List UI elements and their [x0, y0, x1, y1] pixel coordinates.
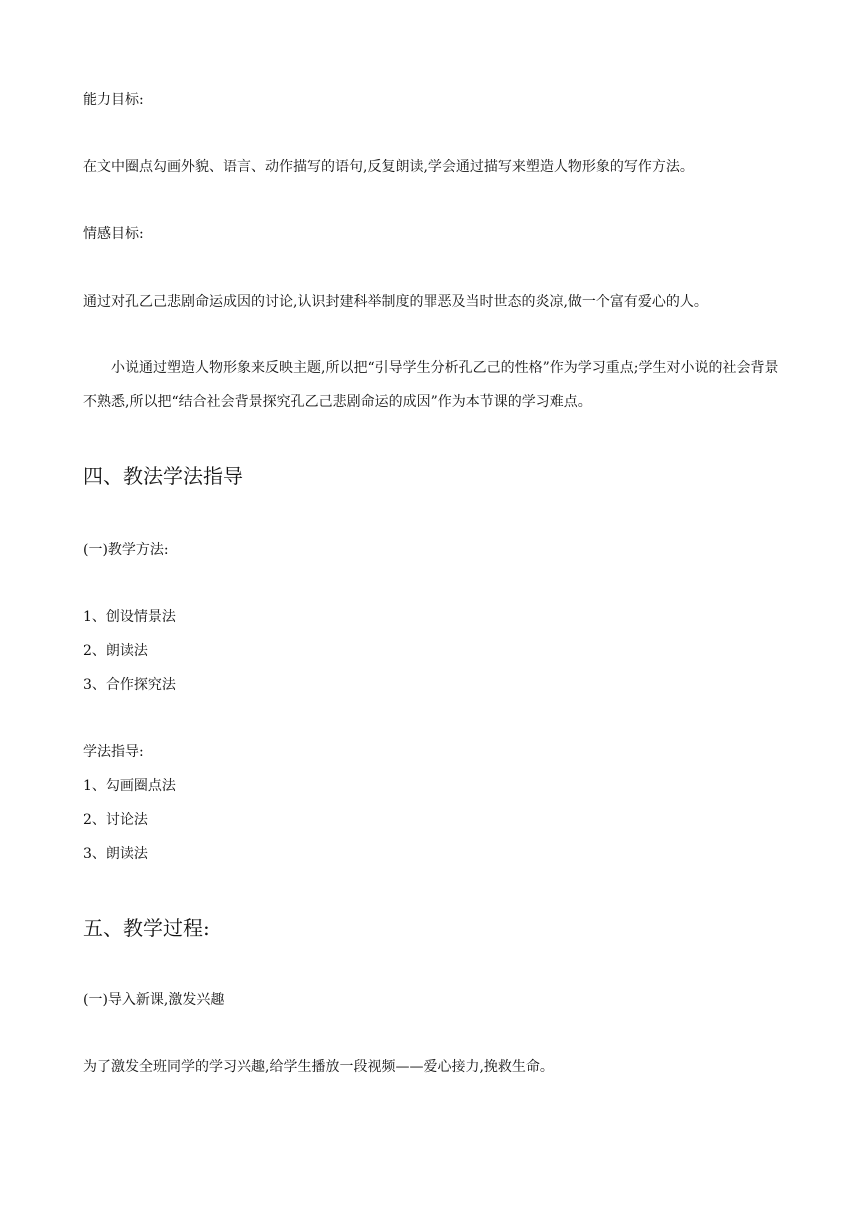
learning-guide-label: 学法指导: — [83, 744, 144, 760]
ability-goal-text: 在文中圈点勾画外貌、语言、动作描写的语句,反复朗读,学会通过描写来塑造人物形象的写作方法。 — [83, 159, 694, 175]
intro-label: (一)导入新课,激发兴趣 — [83, 992, 225, 1008]
teaching-methods-label: (一)教学方法: — [83, 542, 169, 558]
learning-method-item: 2、讨论法 — [83, 812, 148, 828]
section-4-heading: 四、教法学法指导 — [83, 464, 243, 488]
section-5-heading: 五、教学过程: — [83, 916, 210, 940]
teaching-method-item: 2、朗读法 — [83, 643, 148, 659]
emotion-goal-text: 通过对孔乙己悲剧命运成因的讨论,认识封建科举制度的罪恶及当时世态的炎凉,做一个富有爱心的人。 — [83, 294, 708, 310]
ability-goal-label: 能力目标: — [83, 92, 144, 108]
learning-method-item: 3、朗读法 — [83, 846, 148, 862]
teaching-method-item: 3、合作探究法 — [83, 677, 176, 693]
emotion-goal-label: 情感目标: — [83, 226, 144, 242]
learning-method-item: 1、勾画圈点法 — [83, 778, 176, 794]
teaching-method-item: 1、创设情景法 — [83, 609, 176, 625]
key-difficulty-paragraph: 小说通过塑造人物形象来反映主题,所以把“引导学生分析孔乙己的性格”作为学习重点;学生对小说的社会背景不熟悉,所以把“结合社会背景探究孔乙己悲剧命运的成因”作为本节课的学习难点。 — [83, 360, 779, 410]
intro-text: 为了激发全班同学的学习兴趣,给学生播放一段视频——爱心接力,挽救生命。 — [83, 1059, 554, 1075]
